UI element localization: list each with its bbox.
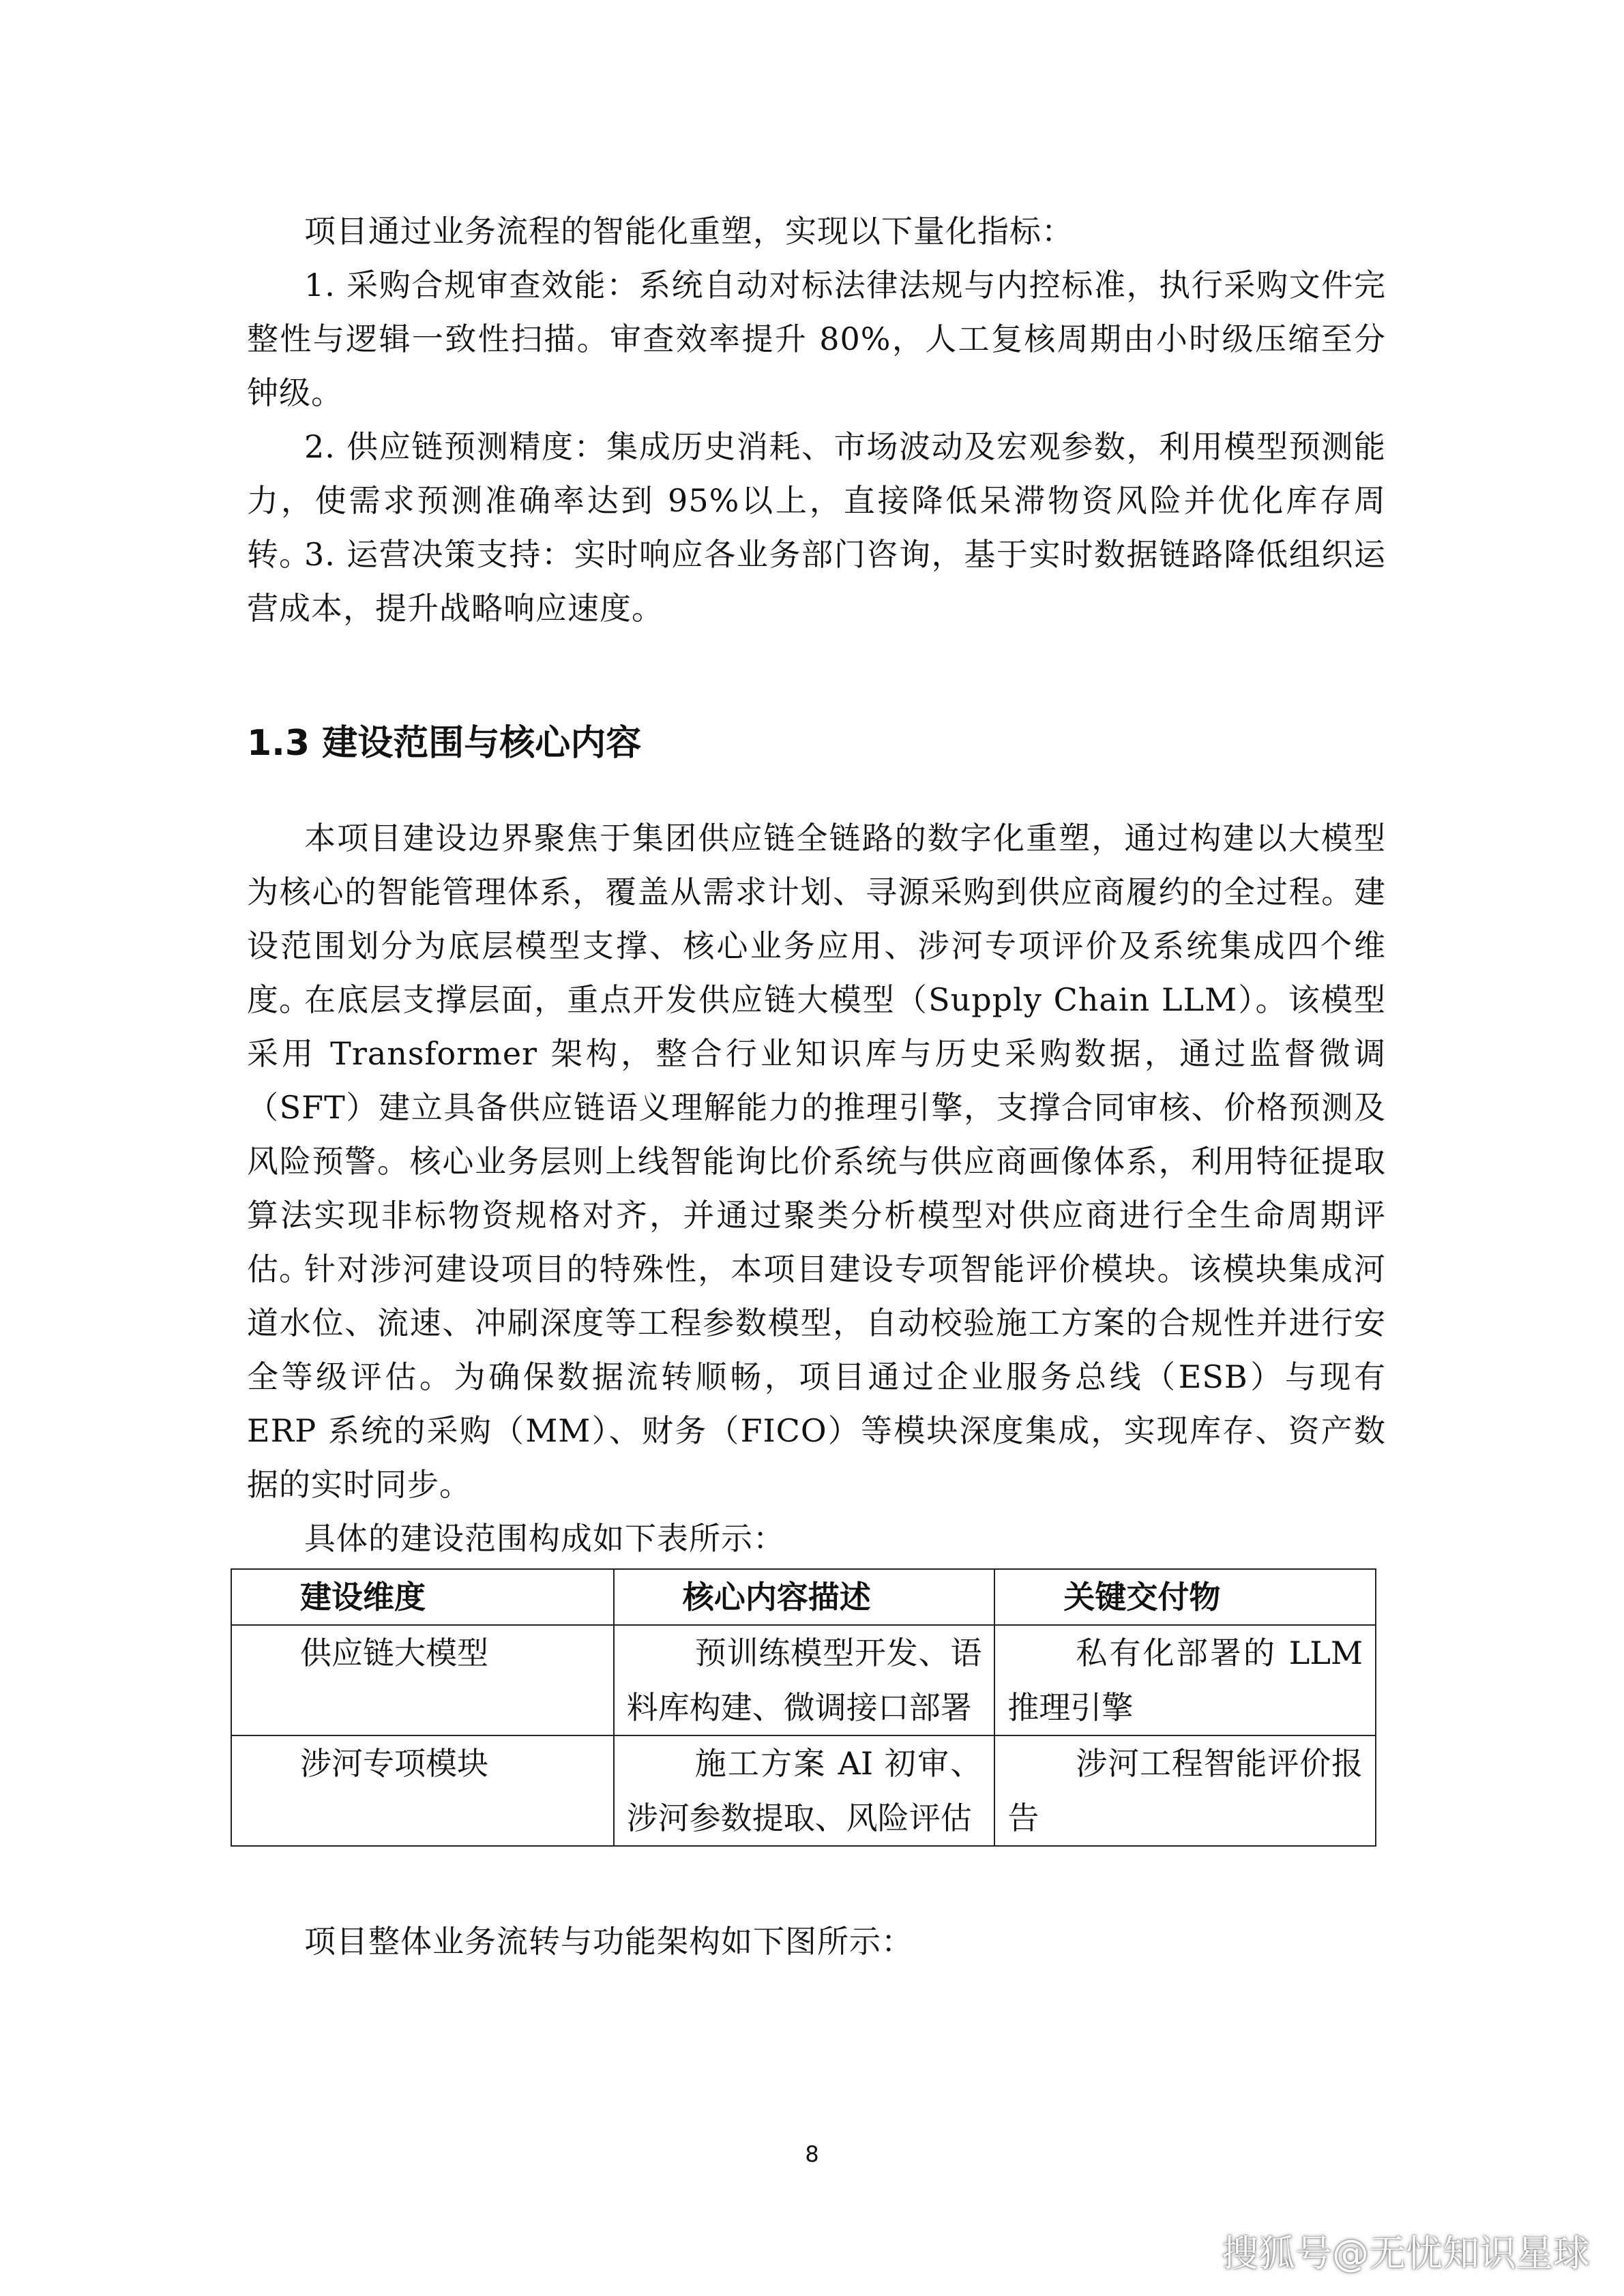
watermark: 搜狐号@无忧知识星球 [1222, 2232, 1590, 2275]
figure-intro: 项目整体业务流转与功能架构如下图所示： [304, 1923, 913, 1960]
header-description: 核心内容描述 [614, 1569, 995, 1625]
page-number: 8 [805, 2141, 819, 2167]
metric-item-3: 3. 运营决策支持：实时响应各业务部门咨询，基于实时数据链路降低组织运营成本，提升战略响应速度。 [247, 536, 1386, 627]
scope-table [231, 1568, 1376, 1847]
body-paragraph-2: 在底层支撑层面，重点开发供应链大模型（Supply Chain LLM）。该模型采用 Transformer 架构，整合行业知识库与历史采购数据，通过监督微调（SFT）建立具备供应链语义理解能力的推理引擎，支撑合同审核、价格预测及风险预警。核心业务层则上线智能询比价系统与供应商画像体系，利用特征提取算法实现非标物资规格对齐，并通过聚类分析模型对供应商进行全生命周期评估。 [247, 981, 1386, 1287]
body-paragraph-1: 本项目建设边界聚焦于集团供应链全链路的数字化重塑，通过构建以大模型为核心的智能管理体系，覆盖从需求计划、寻源采购到供应商履约的全过程。建设范围划分为底层模型支撑、核心业务应用、涉河专项评价及系统集成四个维度。 [247, 820, 1386, 1018]
cell-deliverable: 涉河工程智能评价报告 [994, 1735, 1376, 1846]
intro-paragraph: 项目通过业务流程的智能化重塑，实现以下量化指标： [304, 213, 1074, 250]
metric-item-1: 1. 采购合规审查效能：系统自动对标法律法规与内控标准，执行采购文件完整性与逻辑一致性扫描。审查效率提升 80%，人工复核周期由小时级压缩至分钟级。 [247, 267, 1386, 411]
metric-item-2: 2. 供应链预测精度：集成历史消耗、市场波动及宏观参数，利用模型预测能力，使需求预测准确率达到 95%以上，直接降低呆滞物资风险并优化库存周转。 [247, 428, 1386, 573]
table-intro: 具体的建设范围构成如下表所示： [304, 1520, 785, 1557]
cell-dimension: 涉河专项模块 [231, 1735, 614, 1846]
header-dimension: 建设维度 [231, 1569, 614, 1625]
cell-description: 施工方案 AI 初审、涉河参数提取、风险评估 [614, 1735, 995, 1846]
table-row [231, 1625, 1376, 1735]
section-heading: 1.3 建设范围与核心内容 [247, 723, 642, 764]
table-row [231, 1735, 1376, 1846]
cell-dimension: 供应链大模型 [231, 1625, 614, 1735]
cell-deliverable: 私有化部署的 LLM 推理引擎 [994, 1625, 1376, 1735]
body-paragraph-3: 针对涉河建设项目的特殊性，本项目建设专项智能评价模块。该模块集成河道水位、流速、冲刷深度等工程参数模型，自动校验施工方案的合规性并进行安全等级评估。为确保数据流转顺畅，项目通过企业服务总线（ESB）与现有 ERP 系统的采购（MM）、财务（FICO）等模块深度集成，实现库存、资产数据的实时同步。 [247, 1251, 1386, 1503]
header-deliverable: 关键交付物 [994, 1569, 1376, 1625]
table-header-row [231, 1569, 1376, 1625]
cell-description: 预训练模型开发、语料库构建、微调接口部署 [614, 1625, 995, 1735]
